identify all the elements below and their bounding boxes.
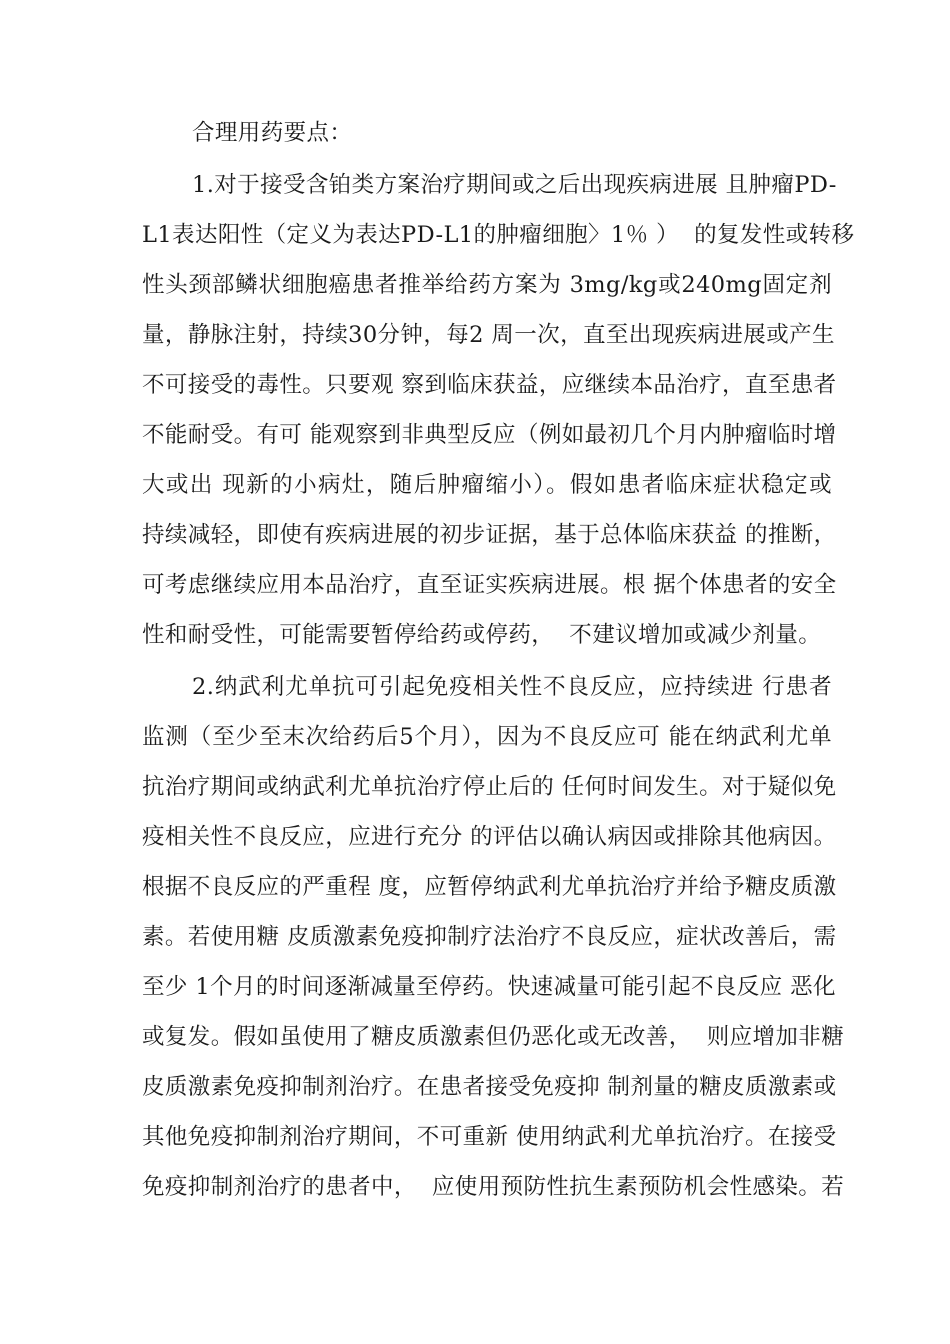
paragraph-line: 不可接受的毒性。只要观 察到临床获益，应继续本品治疗，直至患者 (142, 372, 837, 398)
paragraph-line: 2.纳武利尤单抗可引起免疫相关性不良反应，应持续进 行患者 (192, 674, 832, 700)
paragraph-line: 免疫抑制剂治疗的患者中， 应使用预防性抗生素预防机会性感染。若 (142, 1174, 845, 1200)
paragraph-line: 大或出 现新的小病灶，随后肿瘤缩小）。假如患者临床症状稳定或 (142, 472, 832, 498)
paragraph-line: L1表达阳性（定义为表达PD-L1的肿瘤细胞〉1％ ） 的复发性或转移 (142, 222, 855, 248)
paragraph-line: 或复发。假如虽使用了糖皮质激素但仍恶化或无改善， 则应增加非糖 (142, 1024, 845, 1050)
paragraph-line: 监测（至少至末次给药后5个月），因为不良反应可 能在纳武利尤单 (142, 724, 832, 750)
paragraph-line: 性头颈部鳞状细胞癌患者推举给药方案为 3mg/kg或240mg固定剂 (142, 272, 832, 298)
paragraph-line: 根据不良反应的严重程 度，应暂停纳武利尤单抗治疗并给予糖皮质激 (142, 874, 837, 900)
paragraph-line: 1.对于接受含铂类方案治疗期间或之后出现疾病进展 且肿瘤PD- (192, 172, 837, 198)
paragraph-line: 至少 1个月的时间逐渐减量至停药。快速减量可能引起不良反应 恶化 (142, 974, 836, 1000)
paragraph-line: 持续减轻，即使有疾病进展的初步证据，基于总体临床获益 的推断， (142, 522, 837, 548)
paragraph-line: 量，静脉注射，持续30分钟，每2 周一次，直至出现疾病进展或产生 (142, 322, 835, 348)
paragraph-line: 其他免疫抑制剂治疗期间，不可重新 使用纳武利尤单抗治疗。在接受 (142, 1124, 837, 1150)
paragraph-line: 抗治疗期间或纳武利尤单抗治疗停止后的 任何时间发生。对于疑似免 (142, 774, 837, 800)
paragraph-line: 皮质激素免疫抑制剂治疗。在患者接受免疫抑 制剂量的糖皮质激素或 (142, 1074, 837, 1100)
section-heading: 合理用药要点： (192, 120, 353, 146)
paragraph-line: 性和耐受性，可能需要暂停给药或停药， 不建议增加或减少剂量。 (142, 622, 822, 648)
paragraph-line: 不能耐受。有可 能观察到非典型反应（例如最初几个月内肿瘤临时增 (142, 422, 837, 448)
paragraph-line: 素。若使用糖 皮质激素免疫抑制疗法治疗不良反应，症状改善后，需 (142, 924, 837, 950)
paragraph-line: 疫相关性不良反应，应进行充分 的评估以确认病因或排除其他病因。 (142, 824, 837, 850)
paragraph-line: 可考虑继续应用本品治疗，直至证实疾病进展。根 据个体患者的安全 (142, 572, 837, 598)
